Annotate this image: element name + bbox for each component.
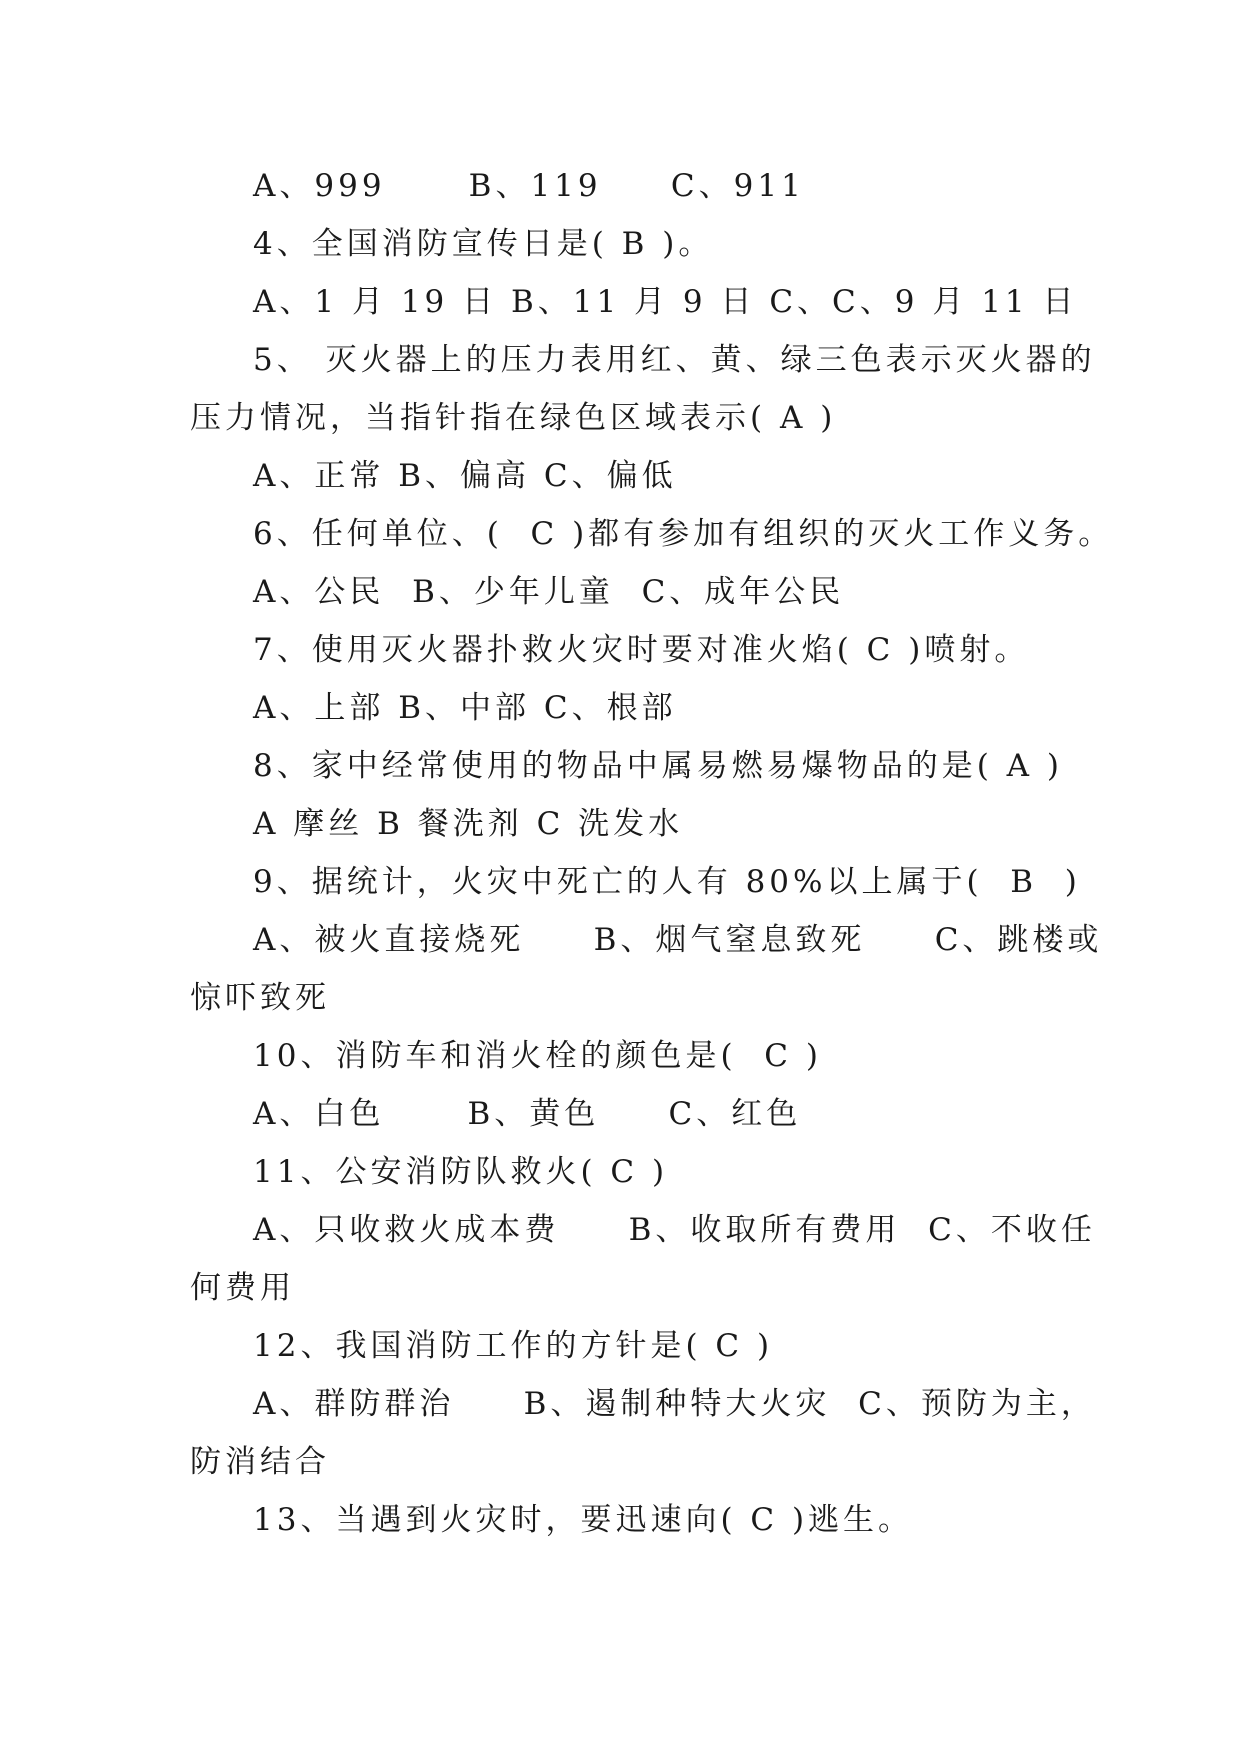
- answer-options-q6: A、公民 B、少年儿童 C、成年公民: [253, 574, 845, 610]
- question-4: 4、全国消防宣传日是( B )。: [253, 226, 714, 262]
- answer-options-q3: A、999 B、119 C、911: [253, 168, 805, 204]
- question-11: 11、公安消防队救火( C ): [253, 1154, 669, 1190]
- question-12: 12、我国消防工作的方针是( C ): [253, 1328, 774, 1364]
- answer-options-q12-continued: 防消结合: [190, 1444, 330, 1480]
- question-7: 7、使用灭火器扑救火灾时要对准火焰( C )喷射。: [253, 632, 1030, 668]
- question-10: 10、消防车和消火栓的颜色是( C ): [253, 1038, 822, 1074]
- answer-options-q12: A、群防群治 B、遏制种特大火灾 C、预防为主，: [253, 1386, 1096, 1422]
- question-5: 5、 灭火器上的压力表用红、黄、绿三色表示灭火器的: [253, 342, 1096, 378]
- question-9: 9、据统计，火灾中死亡的人有 80%以上属于( B ): [253, 864, 1081, 900]
- answer-options-q9: A、被火直接烧死 B、烟气窒息致死 C、跳楼或: [253, 922, 1103, 958]
- question-13: 13、当遇到火灾时，要迅速向( C )逃生。: [253, 1502, 914, 1538]
- document-body: [190, 157, 1114, 1549]
- answer-options-q4: A、1 月 19 日 B、11 月 9 日 C、C、9 月 11 日: [253, 284, 1078, 320]
- question-5-continued: 压力情况，当指针指在绿色区域表示( A ): [190, 400, 837, 436]
- answer-options-q11-continued: 何费用: [190, 1270, 295, 1306]
- answer-options-q10: A、白色 B、黄色 C、红色: [253, 1096, 802, 1132]
- answer-options-q9-continued: 惊吓致死: [190, 980, 330, 1016]
- answer-options-q11: A、只收救火成本费 B、收取所有费用 C、不收任: [253, 1212, 1096, 1248]
- question-8: 8、家中经常使用的物品中属易燃易爆物品的是( A ): [253, 748, 1064, 784]
- answer-options-q7: A、上部 B、中部 C、根部: [253, 690, 677, 726]
- answer-options-q5: A、正常 B、偏高 C、偏低: [253, 458, 677, 494]
- question-6: 6、任何单位、( C )都有参加有组织的灭火工作义务。: [253, 516, 1114, 552]
- answer-options-q8: A 摩丝 B 餐洗剂 C 洗发水: [253, 806, 684, 842]
